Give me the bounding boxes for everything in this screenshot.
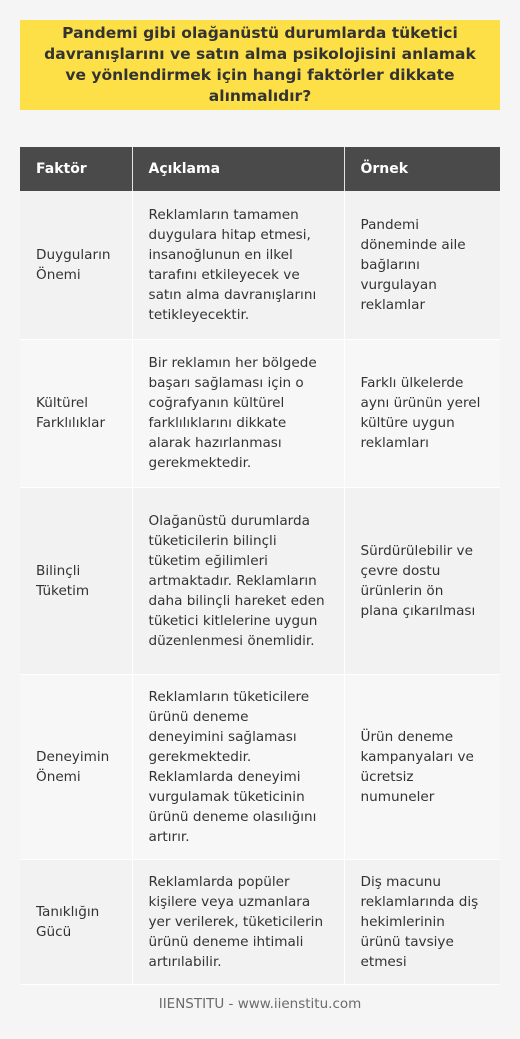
header-description: Açıklama (132, 147, 344, 191)
cell-description: Reklamlarda popüler kişilere veya uzmanlara yer verilerek, tüketicilerin ürünü deneme ihtimali artırılabilir. (132, 859, 344, 984)
footer-credit: IIENSTITU - www.iienstitu.com (158, 996, 362, 1012)
cell-factor: Kültürel Farklılıklar (20, 339, 132, 487)
cell-example: Farklı ülkelerde aynı ürünün yerel kültüre uygun reklamları (344, 339, 500, 487)
cell-factor: Duyguların Önemi (20, 191, 132, 339)
cell-factor: Bilinçli Tüketim (20, 487, 132, 674)
cell-example: Sürdürülebilir ve çevre dostu ürünlerin ön plana çıkarılması (344, 487, 500, 674)
table-header-row (20, 147, 500, 191)
factors-table (20, 147, 500, 985)
cell-example: Pandemi döneminde aile bağlarını vurgulayan reklamlar (344, 191, 500, 339)
title-banner (20, 20, 500, 110)
cell-description: Bir reklamın her bölgede başarı sağlaması için o coğrafyanın kültürel farklılıklarını dikkate alarak hazırlanması gerekmektedir. (132, 339, 344, 487)
table-row (20, 191, 500, 339)
table-row (20, 674, 500, 859)
cell-description: Reklamların tüketicilere ürünü deneme deneyimini sağlaması gerekmektedir. Reklamlarda deneyimi vurgulamak tüketicinin ürünü deneme olasılığını artırır. (132, 674, 344, 859)
cell-example: Diş macunu reklamlarında diş hekimlerinin ürünü tavsiye etmesi (344, 859, 500, 984)
cell-example: Ürün deneme kampanyaları ve ücretsiz numuneler (344, 674, 500, 859)
cell-factor: Deneyimin Önemi (20, 674, 132, 859)
cell-description: Reklamların tamamen duygulara hitap etmesi, insanoğlunun en ilkel tarafını etkileyecek ve satın alma davranışlarını tetikleyecektir. (132, 191, 344, 339)
header-example: Örnek (344, 147, 500, 191)
table-row (20, 859, 500, 984)
cell-description: Olağanüstü durumlarda tüketicilerin bilinçli tüketim eğilimleri artmaktadır. Reklamların daha bilinçli hareket eden tüketici kitlelerine uygun düzenlenmesi önemlidir. (132, 487, 344, 674)
cell-factor: Tanıklığın Gücü (20, 859, 132, 984)
header-factor: Faktör (20, 147, 132, 191)
page-title: Pandemi gibi olağanüstü durumlarda tüketici davranışlarını ve satın alma psikolojisini anlamak ve yönlendirmek için hangi faktörler dikkate alınmalıdır? (44, 24, 476, 105)
table-row (20, 487, 500, 674)
table-row (20, 339, 500, 487)
